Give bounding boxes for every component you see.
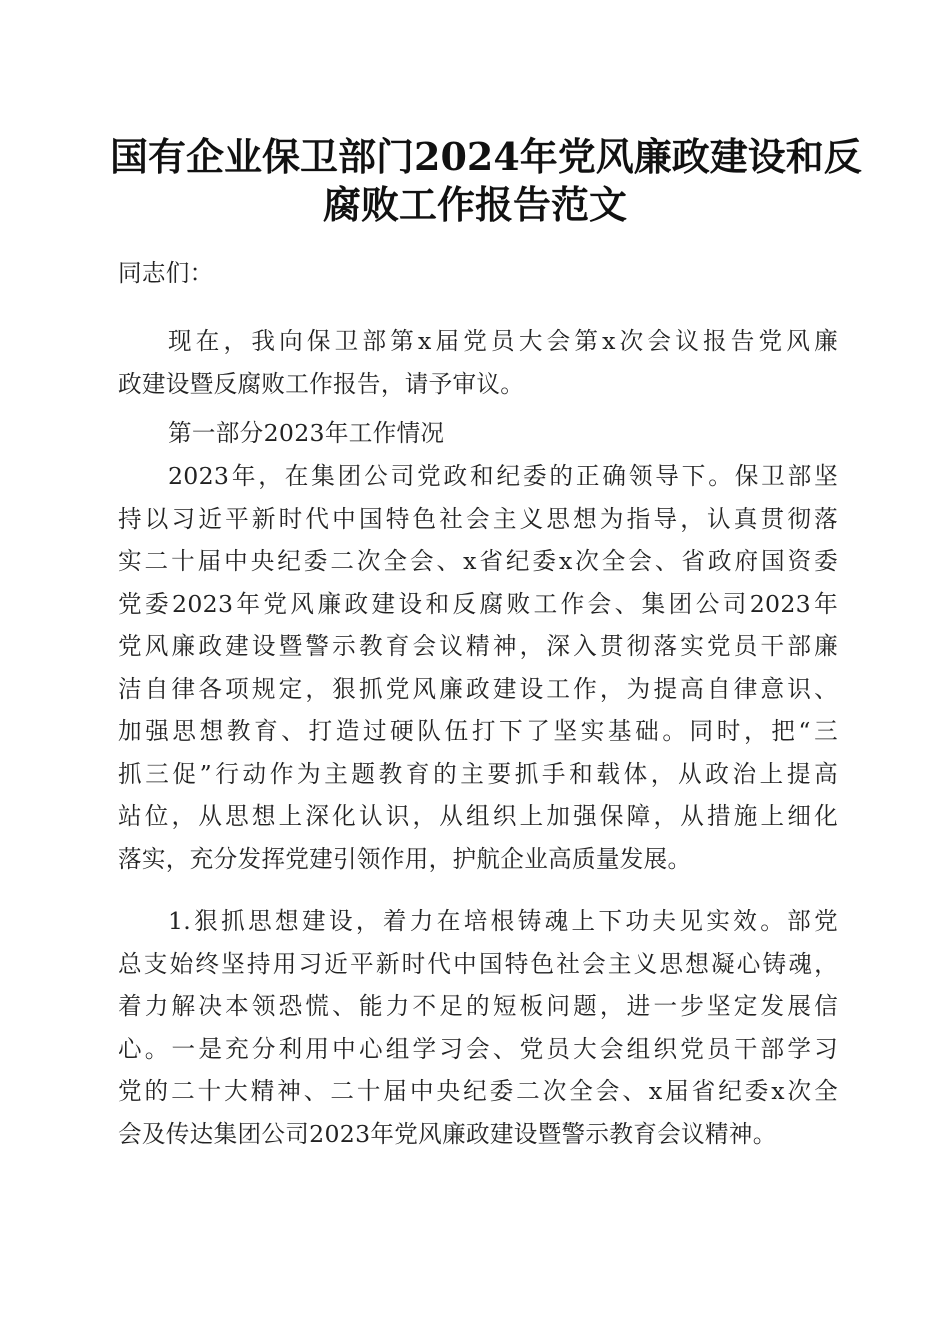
- paragraph-line: 现在，我向保卫部第x届党员大会第x次会议报告党风廉: [168, 327, 838, 355]
- paragraph-line: 心。一是充分利用中心组学习会、党员大会组织党员干部学习: [118, 1034, 838, 1063]
- paragraph-line: 加强思想教育、打造过硬队伍打下了坚实基础。同时，把“三: [118, 717, 838, 745]
- section-heading-text: 第一部分2023年工作情况: [168, 419, 445, 447]
- paragraph-line: 抓三促”行动作为主题教育的主要抓手和载体，从政治上提高: [118, 759, 838, 788]
- paragraph-line: 实二十届中央纪委二次全会、x省纪委x次全会、省政府国资委: [118, 547, 838, 575]
- paragraph-line: 总支始终坚持用习近平新时代中国特色社会主义思想凝心铸魂，: [118, 949, 838, 978]
- paragraph-line: 洁自律各项规定，狠抓党风廉政建设工作，为提高自律意识、: [118, 674, 838, 703]
- paragraph-line: 政建设暨反腐败工作报告，请予审议。: [118, 369, 525, 398]
- paragraph-line: 会及传达集团公司2023年党风廉政建设暨警示教育会议精神。: [118, 1119, 777, 1148]
- section-heading: [118, 412, 838, 455]
- paragraph-work-overview: [118, 455, 838, 880]
- document-title-line-1: 国有企业保卫部门2024年党风廉政建设和反: [110, 134, 862, 179]
- greeting: [118, 252, 838, 295]
- paragraph-line: 着力解决本领恐慌、能力不足的短板问题，进一步坚定发展信: [118, 992, 838, 1020]
- greeting-text: 同志们：: [118, 259, 214, 287]
- paragraph-line: 2023年，在集团公司党政和纪委的正确领导下。保卫部坚: [168, 462, 838, 490]
- paragraph-line: 1.狠抓思想建设，着力在培根铸魂上下功夫见实效。部党: [168, 907, 838, 935]
- document-title-line-2: 腐败工作报告范文: [322, 182, 627, 227]
- paragraph-line: 党的二十大精神、二十届中央纪委二次全会、x届省纪委x次全: [118, 1077, 838, 1105]
- paragraph-line: 党委2023年党风廉政建设和反腐败工作会、集团公司2023年: [118, 589, 838, 618]
- paragraph-line: 落实，充分发挥党建引领作用，护航企业高质量发展。: [118, 844, 692, 873]
- paragraph-ideological-building: [118, 900, 838, 1155]
- paragraph-line: 站位，从思想上深化认识，从组织上加强保障，从措施上细化: [118, 802, 838, 830]
- intro-paragraph: [118, 320, 838, 405]
- paragraph-line: 持以习近平新时代中国特色社会主义思想为指导，认真贯彻落: [118, 504, 838, 533]
- paragraph-line: 党风廉政建设暨警示教育会议精神，深入贯彻落实党员干部廉: [118, 632, 838, 660]
